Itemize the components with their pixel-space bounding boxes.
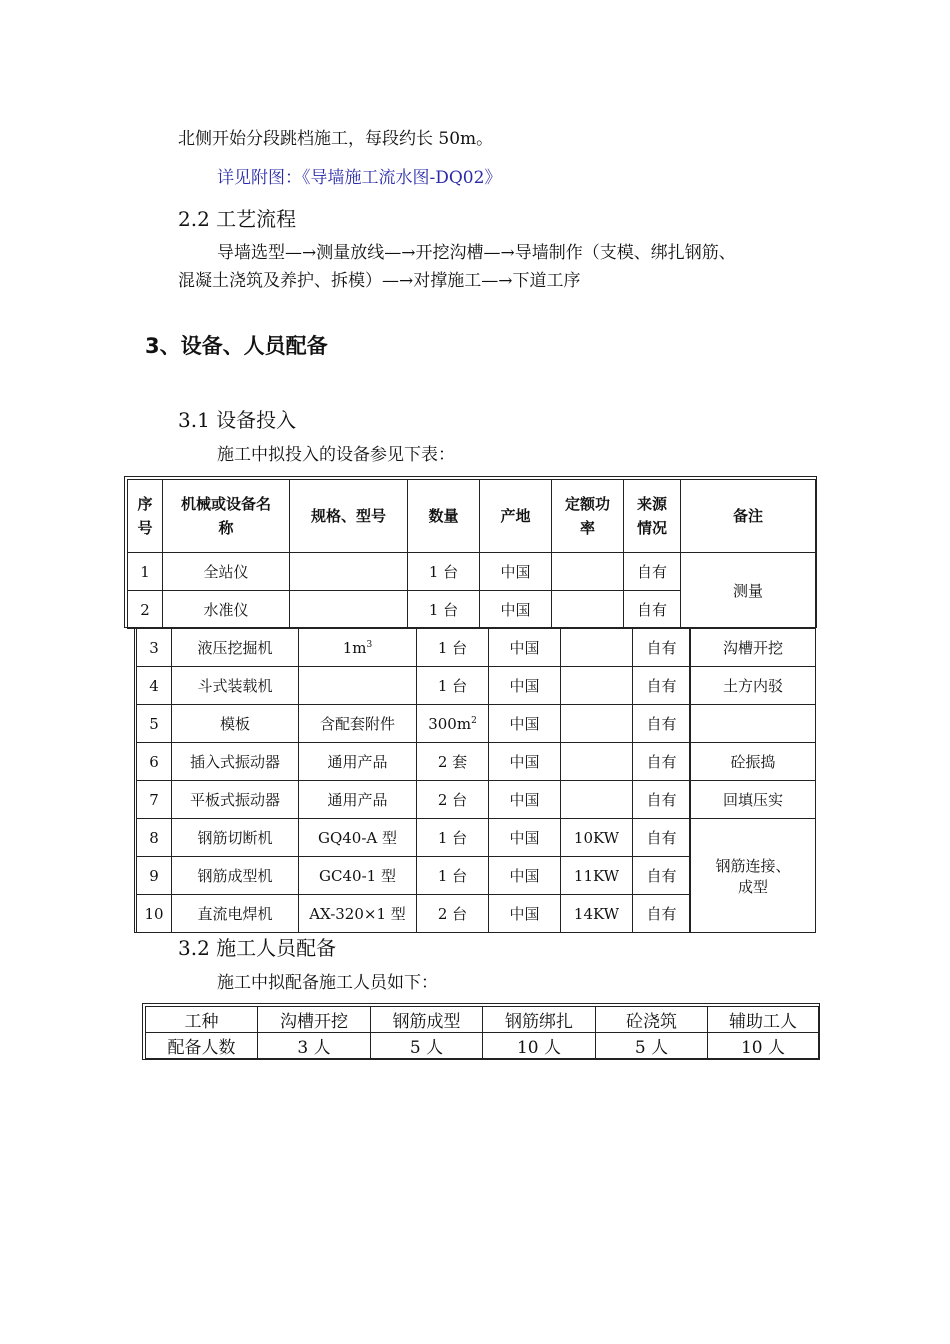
staff-count-row [146, 1033, 819, 1059]
cell-origin: 中国 [480, 591, 552, 629]
cell-no: 6 [137, 743, 172, 781]
cell-qty: 2 台 [417, 781, 489, 819]
cell-name: 全站仪 [163, 553, 290, 591]
cell-qty: 1 台 [417, 819, 489, 857]
staff-cell: 5 人 [596, 1033, 708, 1059]
staff-cell: 5 人 [371, 1033, 483, 1059]
table-row [137, 667, 816, 705]
cell-no: 3 [137, 629, 172, 667]
cell-source: 自有 [633, 857, 691, 895]
cell-origin: 中国 [489, 667, 561, 705]
cell-note: 沟槽开挖 [691, 629, 816, 667]
staff-cell: 10 人 [708, 1033, 819, 1059]
table-row [137, 705, 816, 743]
equipment-header-row [128, 480, 816, 553]
cell-power [552, 591, 624, 629]
staff-cell: 3 人 [258, 1033, 371, 1059]
header-origin: 产地 [480, 480, 552, 553]
cell-spec: $1m^3$ [299, 629, 417, 667]
table-row [128, 553, 816, 591]
cell-no: 9 [137, 857, 172, 895]
section-heading-3-1: 3.1 设备投入 [178, 408, 297, 432]
equipment-table-top [127, 479, 816, 629]
header-source: 来源 情况 [624, 480, 681, 553]
cell-spec: 通用产品 [299, 781, 417, 819]
cell-qty: $300m^2$ [417, 705, 489, 743]
cell-no: 2 [128, 591, 163, 629]
cell-spec [290, 553, 408, 591]
cell-origin: 中国 [489, 629, 561, 667]
cell-name: 直流电焊机 [172, 895, 299, 933]
section-heading-3-2: 3.2 施工人员配备 [178, 936, 337, 960]
section-heading-2-2: 2.2 工艺流程 [178, 207, 297, 231]
cell-spec: 含配套附件 [299, 705, 417, 743]
staff-table [145, 1006, 819, 1059]
paragraph-line: 北侧开始分段跳档施工，每段约长 50m。 [178, 129, 494, 149]
staff-header-cell: 工种 [146, 1007, 258, 1033]
header-power: 定额功 率 [552, 480, 624, 553]
cell-origin: 中国 [480, 553, 552, 591]
cell-spec [299, 667, 417, 705]
table-row [137, 629, 816, 667]
cell-spec: GQ40-A 型 [299, 819, 417, 857]
cell-spec [290, 591, 408, 629]
cell-qty: 1 台 [417, 667, 489, 705]
cell-source: 自有 [624, 591, 681, 629]
cell-power: 10KW [561, 819, 633, 857]
cell-no: 10 [137, 895, 172, 933]
header-spec: 规格、型号 [290, 480, 408, 553]
table-row [137, 819, 816, 857]
header-name: 机械或设备名 称 [163, 480, 290, 553]
cell-power [552, 553, 624, 591]
cell-qty: 2 套 [417, 743, 489, 781]
flow-text-line-1: 导墙选型—→测量放线—→开挖沟槽—→导墙制作（支模、绑扎钢筋、 [217, 243, 736, 263]
cell-note: 土方内驳 [691, 667, 816, 705]
cell-source: 自有 [633, 743, 691, 781]
cell-no: 1 [128, 553, 163, 591]
figure-reference-link[interactable]: 详见附图：《导墙施工流水图-DQ02》 [217, 168, 502, 188]
header-no: 序 号 [128, 480, 163, 553]
cell-source: 自有 [633, 895, 691, 933]
cell-origin: 中国 [489, 895, 561, 933]
cell-power: 11KW [561, 857, 633, 895]
staff-header-cell: 沟槽开挖 [258, 1007, 371, 1033]
cell-name: 插入式振动器 [172, 743, 299, 781]
staff-cell: 配备人数 [146, 1033, 258, 1059]
header-qty: 数量 [408, 480, 480, 553]
cell-name: 钢筋成型机 [172, 857, 299, 895]
cell-name: 液压挖掘机 [172, 629, 299, 667]
cell-qty: 1 台 [408, 553, 480, 591]
cell-note: 回填压实 [691, 781, 816, 819]
staff-header-cell: 钢筋绑扎 [483, 1007, 596, 1033]
cell-spec: GC40-1 型 [299, 857, 417, 895]
cell-name: 模板 [172, 705, 299, 743]
cell-power: 14KW [561, 895, 633, 933]
equipment-table-bottom [136, 628, 816, 933]
cell-source: 自有 [633, 629, 691, 667]
staff-intro: 施工中拟配备施工人员如下： [217, 973, 438, 993]
staff-header-cell: 钢筋成型 [371, 1007, 483, 1033]
cell-no: 8 [137, 819, 172, 857]
cell-note-measure: 测量 [681, 553, 816, 629]
cell-note: 砼振捣 [691, 743, 816, 781]
cell-qty: 1 台 [408, 591, 480, 629]
cell-power [561, 667, 633, 705]
table-row [137, 781, 816, 819]
equipment-intro: 施工中拟投入的设备参见下表： [217, 445, 455, 465]
cell-note [691, 705, 816, 743]
cell-source: 自有 [633, 819, 691, 857]
cell-qty: 1 台 [417, 857, 489, 895]
cell-name: 钢筋切断机 [172, 819, 299, 857]
cell-origin: 中国 [489, 705, 561, 743]
staff-header-cell: 砼浇筑 [596, 1007, 708, 1033]
flow-text-line-2: 混凝土浇筑及养护、拆模）—→对撑施工—→下道工序 [178, 271, 581, 291]
cell-power [561, 781, 633, 819]
staff-header-cell: 辅助工人 [708, 1007, 819, 1033]
cell-power [561, 743, 633, 781]
cell-power [561, 705, 633, 743]
cell-qty: 1 台 [417, 629, 489, 667]
cell-spec: AX-320×1 型 [299, 895, 417, 933]
cell-spec: 通用产品 [299, 743, 417, 781]
table-row [137, 743, 816, 781]
cell-no: 5 [137, 705, 172, 743]
cell-name: 平板式振动器 [172, 781, 299, 819]
cell-source: 自有 [633, 781, 691, 819]
section-heading-3: 3、设备、人员配备 [145, 334, 328, 358]
cell-no: 4 [137, 667, 172, 705]
cell-name: 水准仪 [163, 591, 290, 629]
cell-name: 斗式装载机 [172, 667, 299, 705]
cell-source: 自有 [633, 667, 691, 705]
staff-cell: 10 人 [483, 1033, 596, 1059]
cell-source: 自有 [624, 553, 681, 591]
cell-origin: 中国 [489, 743, 561, 781]
staff-header-row [146, 1007, 819, 1033]
header-note: 备注 [681, 480, 816, 553]
cell-qty: 2 台 [417, 895, 489, 933]
cell-source: 自有 [633, 705, 691, 743]
cell-no: 7 [137, 781, 172, 819]
cell-origin: 中国 [489, 857, 561, 895]
cell-origin: 中国 [489, 781, 561, 819]
cell-origin: 中国 [489, 819, 561, 857]
cell-power [561, 629, 633, 667]
cell-note-rebar: 钢筋连接、 成型 [691, 819, 816, 933]
